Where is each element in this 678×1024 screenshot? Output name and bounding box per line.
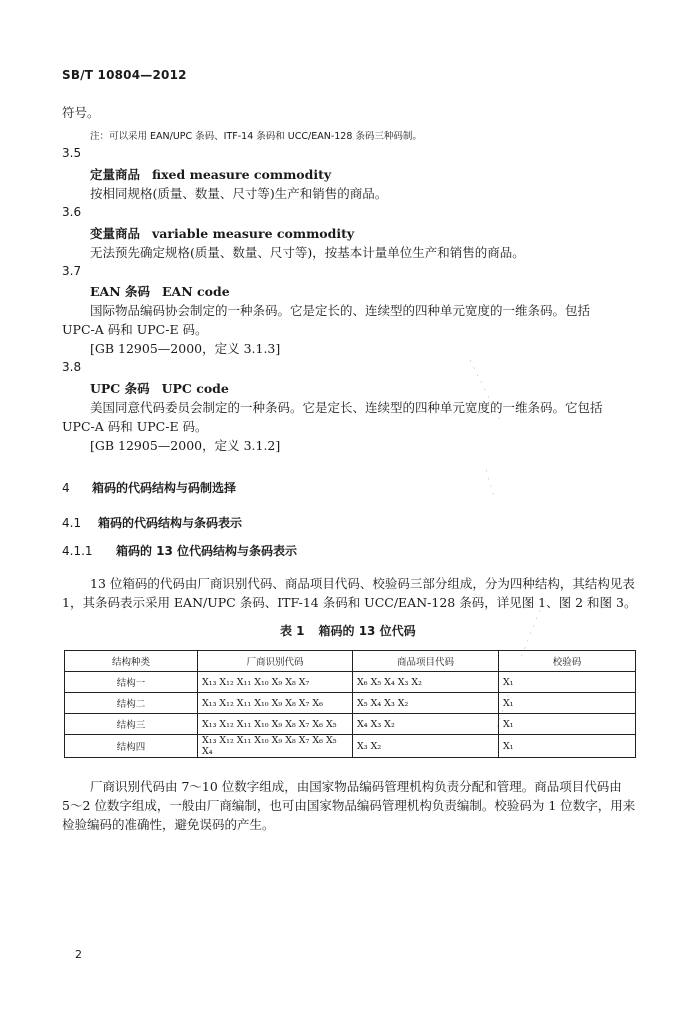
term-zh: 变量商品 bbox=[90, 226, 141, 241]
table-row bbox=[65, 672, 636, 693]
table-row bbox=[65, 693, 636, 714]
section-number: 4.1 bbox=[62, 516, 82, 530]
item-code: X₃ X₂ bbox=[353, 735, 499, 758]
definition-3-8-line2: UPC-A 码和 UPC-E 码。 bbox=[62, 419, 208, 434]
structure-type: 结构二 bbox=[65, 693, 198, 714]
check-digit: X₁ bbox=[499, 714, 636, 735]
check-digit: X₁ bbox=[499, 735, 636, 758]
check-digit: X₁ bbox=[499, 672, 636, 693]
manufacturer-code: X₁₃ X₁₂ X₁₁ X₁₀ X₉ X₈ X₇ X₆ bbox=[198, 693, 353, 714]
definition-3-7-line2: UPC-A 码和 UPC-E 码。 bbox=[62, 322, 208, 337]
section-4-heading bbox=[62, 479, 236, 496]
definition-3-5: 按相同规格(质量、数量、尺寸等)生产和销售的商品。 bbox=[90, 186, 388, 201]
page-number: 2 bbox=[75, 948, 82, 961]
term-en: fixed measure commodity bbox=[152, 167, 332, 182]
clause-number-3-7: 3.7 bbox=[62, 264, 82, 278]
paragraph-4-1-1-line1: 13 位箱码的代码由厂商识别代码、商品项目代码、校验码三部分组成，分为四种结构，其结构见表 bbox=[90, 576, 635, 591]
structure-type: 结构一 bbox=[65, 672, 198, 693]
term-3-6 bbox=[90, 224, 354, 242]
check-digit: X₁ bbox=[499, 693, 636, 714]
item-code: X₆ X₅ X₄ X₃ X₂ bbox=[353, 672, 499, 693]
table-row bbox=[65, 714, 636, 735]
clause-number-3-8: 3.8 bbox=[62, 360, 82, 374]
table-row bbox=[65, 735, 636, 758]
closing-paragraph-line3: 检验编码的准确性，避免误码的产生。 bbox=[62, 817, 275, 832]
clause-number-3-6: 3.6 bbox=[62, 205, 82, 219]
term-zh: EAN 条码 bbox=[90, 284, 151, 299]
structure-type: 结构三 bbox=[65, 714, 198, 735]
code-structure-table bbox=[64, 650, 636, 758]
closing-paragraph-line2: 5～2 位数字组成，一般由厂商编制，也可由国家物品编码管理机构负责编制。校验码为 1 位数字，用来 bbox=[62, 798, 636, 813]
header-item-code: 商品项目代码 bbox=[353, 651, 499, 672]
term-en: variable measure commodity bbox=[152, 226, 355, 241]
term-3-8 bbox=[90, 379, 229, 397]
table-title: 箱码的 13 位代码 bbox=[318, 624, 416, 638]
source-3-7: [GB 12905—2000，定义 3.1.3] bbox=[90, 341, 281, 356]
term-zh: 定量商品 bbox=[90, 167, 141, 182]
header-structure-type: 结构种类 bbox=[65, 651, 198, 672]
section-title: 箱码的代码结构与条码表示 bbox=[98, 516, 243, 530]
term-3-5 bbox=[90, 165, 331, 183]
source-3-8: [GB 12905—2000，定义 3.1.2] bbox=[90, 438, 281, 453]
note: 注：可以采用 EAN/UPC 条码、ITF-14 条码和 UCC/EAN-128 条码三种码制。 bbox=[90, 131, 422, 142]
section-number: 4 bbox=[62, 481, 70, 495]
term-3-7 bbox=[90, 282, 230, 300]
table-caption bbox=[280, 622, 416, 639]
manufacturer-code: X₁₃ X₁₂ X₁₁ X₁₀ X₉ X₈ X₇ X₆ X₅ X₄ bbox=[198, 735, 353, 758]
section-title: 箱码的 13 位代码结构与条码表示 bbox=[116, 544, 298, 558]
section-number: 4.1.1 bbox=[62, 544, 93, 558]
term-en: EAN code bbox=[162, 284, 230, 299]
manufacturer-code: X₁₃ X₁₂ X₁₁ X₁₀ X₉ X₈ X₇ X₆ X₅ bbox=[198, 714, 353, 735]
table-number: 表 1 bbox=[280, 624, 305, 638]
structure-type: 结构四 bbox=[65, 735, 198, 758]
definition-3-8-line1: 美国同意代码委员会制定的一种条码。它是定长、连续型的四种单元宽度的一维条码。它包括 bbox=[90, 400, 603, 415]
section-4-1-heading bbox=[62, 514, 242, 531]
clause-number-3-5: 3.5 bbox=[62, 146, 82, 160]
definition-3-7-line1: 国际物品编码协会制定的一种条码。它是定长的、连续型的四种单元宽度的一维条码。包括 bbox=[90, 303, 591, 318]
paragraph-4-1-1-line2: 1，其条码表示采用 EAN/UPC 条码、ITF-14 条码和 UCC/EAN-128 条码，详见图 1、图 2 和图 3。 bbox=[62, 595, 637, 610]
item-code: X₅ X₄ X₃ X₂ bbox=[353, 693, 499, 714]
manufacturer-code: X₁₃ X₁₂ X₁₁ X₁₀ X₉ X₈ X₇ bbox=[198, 672, 353, 693]
section-4-1-1-heading bbox=[62, 542, 297, 559]
header-check-digit: 校验码 bbox=[499, 651, 636, 672]
term-en: UPC code bbox=[161, 381, 229, 396]
section-title: 箱码的代码结构与码制选择 bbox=[92, 481, 237, 495]
term-zh: UPC 条码 bbox=[90, 381, 150, 396]
standard-code-header: SB/T 10804—2012 bbox=[62, 68, 187, 82]
header-manufacturer-code: 厂商识别代码 bbox=[198, 651, 353, 672]
item-code: X₄ X₃ X₂ bbox=[353, 714, 499, 735]
continued-text: 符号。 bbox=[62, 105, 100, 120]
table-header-row bbox=[65, 651, 636, 672]
definition-3-6: 无法预先确定规格(质量、数量、尺寸等)，按基本计量单位生产和销售的商品。 bbox=[90, 245, 525, 260]
closing-paragraph-line1: 厂商识别代码由 7～10 位数字组成，由国家物品编码管理机构负责分配和管理。商品项目代码由 bbox=[90, 779, 622, 794]
